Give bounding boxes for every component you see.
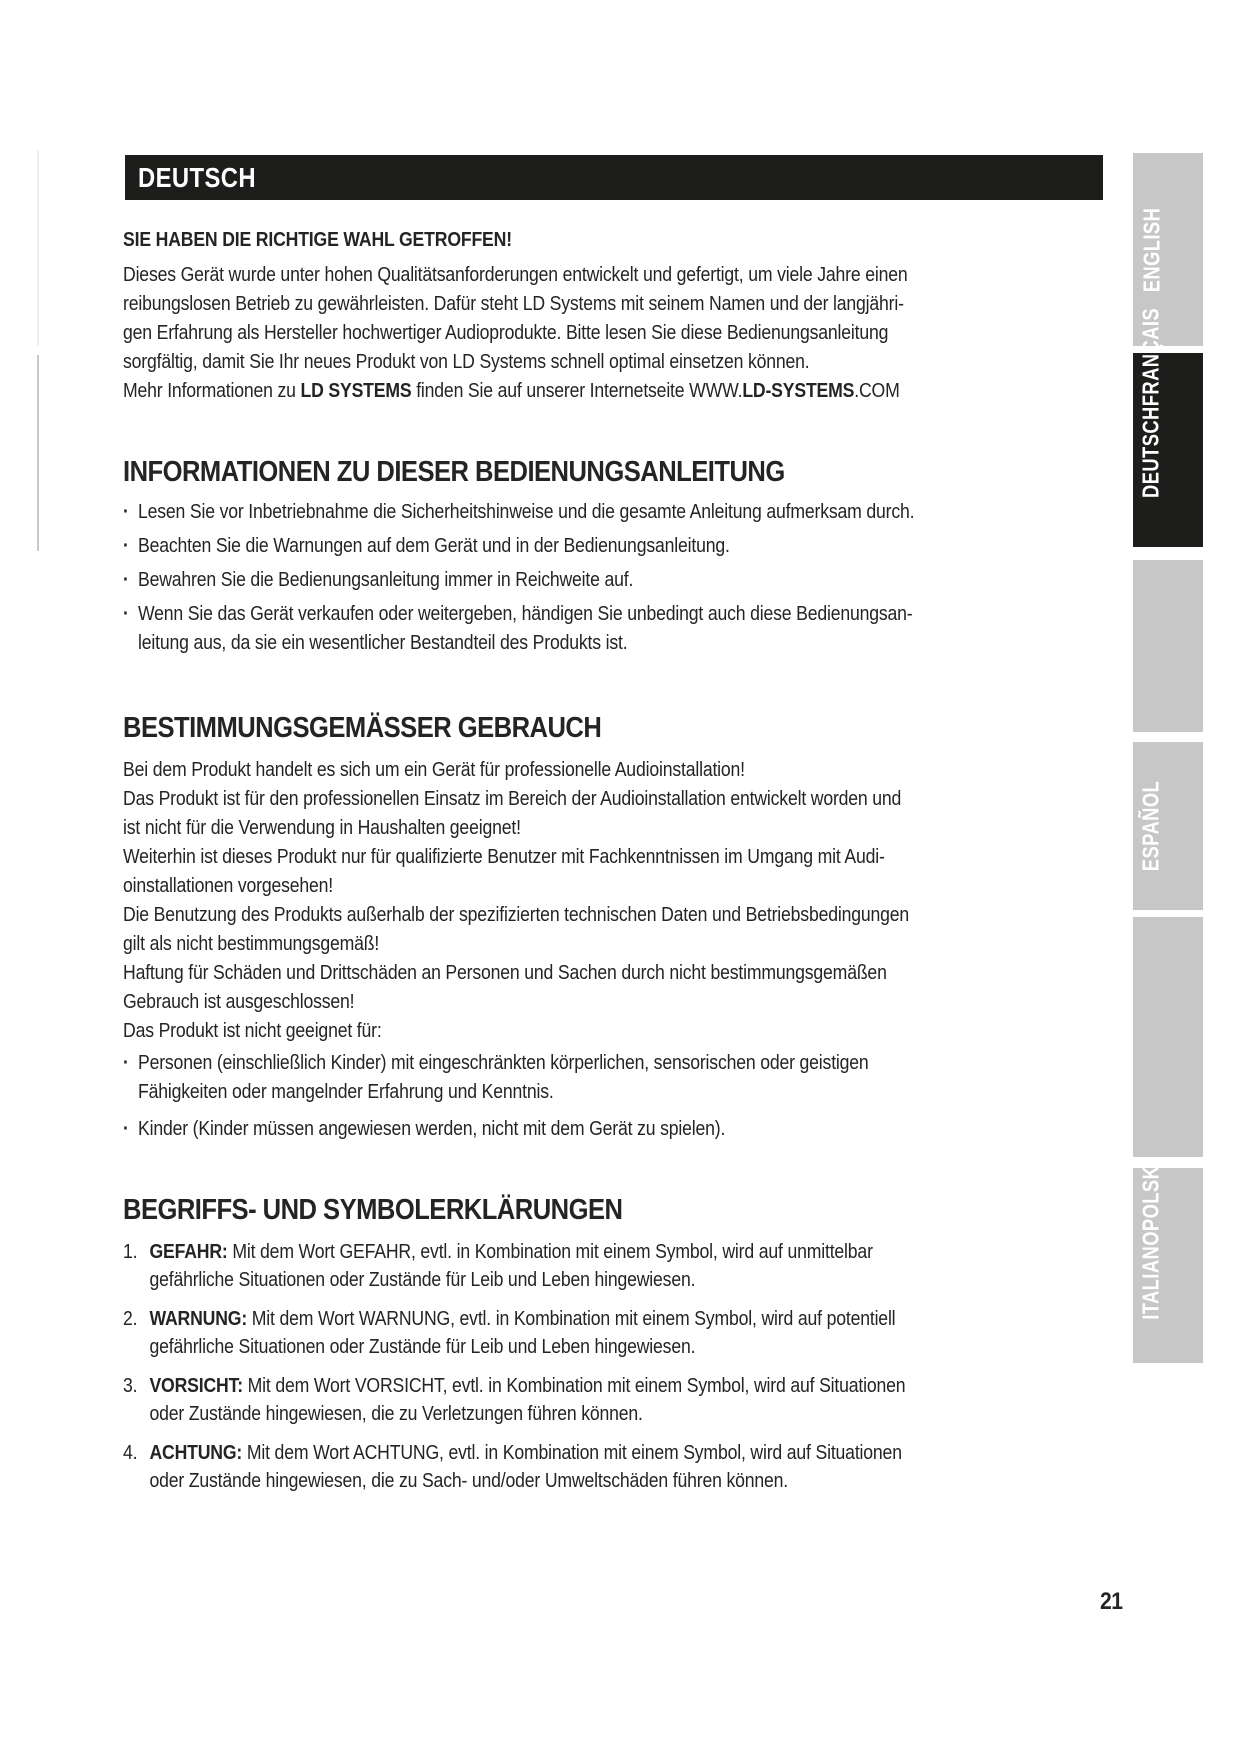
text-line: oder Zustände hingewiesen, die zu Sach- und/oder Umweltschäden führen können. <box>149 1470 789 1492</box>
text-line: Lesen Sie vor Inbetriebnahme die Sicherheitshinweise und die gesamte Anleitung aufmerksam durch. <box>137 501 915 523</box>
tab-label-espanol: ESPAÑOL <box>1137 780 1164 872</box>
numbered-list <box>123 1238 983 1495</box>
bullet-icon: · <box>123 1052 129 1074</box>
text-line: gilt als nicht bestimmungsgemäß! <box>123 933 380 955</box>
text-line: leitung aus, da sie ein wesentlicher Bestandteil des Produkts ist. <box>137 632 628 654</box>
section-heading-informationen: INFORMATIONEN ZU DIESER BEDIENUNGSANLEITUNG <box>123 456 785 488</box>
intro-paragraph <box>123 261 983 406</box>
tab-label-italiano-polski: ITALIANOPOLSKI <box>1137 1160 1164 1320</box>
term-achtung: ACHTUNG: <box>149 1442 243 1464</box>
intro-heading: SIE HABEN DIE RICHTIGE WAHL GETROFFEN! <box>123 229 512 251</box>
term-vorsicht: VORSICHT: <box>149 1375 243 1397</box>
text-line: Beachten Sie die Warnungen auf dem Gerät und in der Bedienungsanleitung. <box>137 535 730 557</box>
bullet-list <box>123 1049 983 1144</box>
list-item <box>123 1115 983 1144</box>
bullet-icon: · <box>123 603 129 625</box>
term-warnung: WARNUNG: <box>149 1308 248 1330</box>
text-line: ist nicht für die Verwendung in Haushalten geeignet! <box>123 817 521 839</box>
text-line: Dieses Gerät wurde unter hohen Qualitätsanforderungen entwickelt und gefertigt, um viele Jahre einen <box>123 264 908 286</box>
item-number: 1. <box>123 1241 138 1263</box>
text-line: oder Zustände hingewiesen, die zu Verletzungen führen können. <box>149 1403 643 1425</box>
text-line: sorgfältig, damit Sie Ihr neues Produkt von LD Systems schnell optimal einsetzen können. <box>123 351 810 373</box>
list-item <box>123 498 983 527</box>
scan-fold-line <box>37 150 39 346</box>
text-line: gefährliche Situationen oder Zustände für Leib und Leben hingewiesen. <box>149 1269 696 1291</box>
text-line: Kinder (Kinder müssen angewiesen werden, nicht mit dem Gerät zu spielen). <box>137 1118 726 1140</box>
bullet-icon: · <box>123 1118 129 1140</box>
text-line: Fähigkeiten oder mangelnder Erfahrung und Kenntnis. <box>137 1081 554 1103</box>
text-line: Das Produkt ist für den professionellen Einsatz im Bereich der Audioinstallation entwickelt worden und <box>123 788 902 810</box>
item-number: 3. <box>123 1375 138 1397</box>
scan-fold-line <box>37 355 39 551</box>
list-item <box>123 1238 983 1294</box>
text-line: gen Erfahrung als Hersteller hochwertiger Audioprodukte. Bitte lesen Sie diese Bedienungsanleitung <box>123 322 889 344</box>
text-line: Mehr Informationen zu LD SYSTEMS finden Sie auf unserer Internetseite WWW.LD-SYSTEMS.COM <box>123 380 900 402</box>
section-heading-begriffe: BEGRIFFS- UND SYMBOLERKLÄRUNGEN <box>123 1194 623 1226</box>
text-line: ACHTUNG: Mit dem Wort ACHTUNG, evtl. in Kombination mit einem Symbol, wird auf Situationen <box>149 1442 902 1464</box>
text-line: VORSICHT: Mit dem Wort VORSICHT, evtl. in Kombination mit einem Symbol, wird auf Situationen <box>149 1375 906 1397</box>
section-heading-gebrauch: BESTIMMUNGSGEMÄSSER GEBRAUCH <box>123 712 602 744</box>
list-item <box>123 1049 983 1107</box>
bullet-icon: · <box>123 535 129 557</box>
page-title: DEUTSCH <box>138 161 257 193</box>
bullet-list <box>123 498 983 658</box>
tab-label-deutsch-francais: DEUTSCHFRANÇAIS <box>1137 308 1164 498</box>
section-paragraph <box>123 756 983 1046</box>
website-name: LD-SYSTEMS <box>742 380 855 402</box>
term-gefahr: GEFAHR: <box>149 1241 228 1263</box>
language-tab-italiano <box>1133 917 1203 1157</box>
list-item <box>123 600 983 658</box>
language-tab-francais <box>1133 560 1203 732</box>
list-item <box>123 566 983 595</box>
text-line: Bei dem Produkt handelt es sich um ein Gerät für professionelle Audioinstallation! <box>123 759 745 781</box>
text-line: Bewahren Sie die Bedienungsanleitung immer in Reichweite auf. <box>137 569 634 591</box>
brand-name: LD SYSTEMS <box>300 380 412 402</box>
text-line: Gebrauch ist ausgeschlossen! <box>123 991 355 1013</box>
text-line: WARNUNG: Mit dem Wort WARNUNG, evtl. in Kombination mit einem Symbol, wird auf potentiell <box>149 1308 896 1330</box>
text-line: oinstallationen vorgesehen! <box>123 875 334 897</box>
text-line: reibungslosen Betrieb zu gewährleisten. Dafür steht LD Systems mit seinem Namen und der langjähri- <box>123 293 904 315</box>
text-line: Das Produkt ist nicht geeignet für: <box>123 1020 382 1042</box>
text-line: GEFAHR: Mit dem Wort GEFAHR, evtl. in Kombination mit einem Symbol, wird auf unmittelbar <box>149 1241 873 1263</box>
list-item <box>123 1305 983 1361</box>
bullet-icon: · <box>123 569 129 591</box>
text-line: Haftung für Schäden und Drittschäden an Personen und Sachen durch nicht bestimmungsgemäßen <box>123 962 887 984</box>
text-line: gefährliche Situationen oder Zustände für Leib und Leben hingewiesen. <box>149 1336 696 1358</box>
list-item <box>123 532 983 561</box>
tab-label-english: ENGLISH <box>1138 207 1165 293</box>
bullet-icon: · <box>123 501 129 523</box>
language-header-bar <box>125 155 1103 200</box>
main-content <box>123 200 983 1495</box>
text-line: Personen (einschließlich Kinder) mit eingeschränkten körperlichen, sensorischen oder geistigen <box>137 1052 869 1074</box>
page-number: 21 <box>1100 1588 1123 1615</box>
item-number: 4. <box>123 1442 138 1464</box>
text-line: Wenn Sie das Gerät verkaufen oder weitergeben, händigen Sie unbedingt auch diese Bedienungsan- <box>137 603 913 625</box>
text-line: Die Benutzung des Produkts außerhalb der spezifizierten technischen Daten und Betriebsbedingungen <box>123 904 910 926</box>
list-item <box>123 1439 983 1495</box>
list-item <box>123 1372 983 1428</box>
text-line: Weiterhin ist dieses Produkt nur für qualifizierte Benutzer mit Fachkenntnissen im Umgang mit Audi- <box>123 846 885 868</box>
item-number: 2. <box>123 1308 138 1330</box>
